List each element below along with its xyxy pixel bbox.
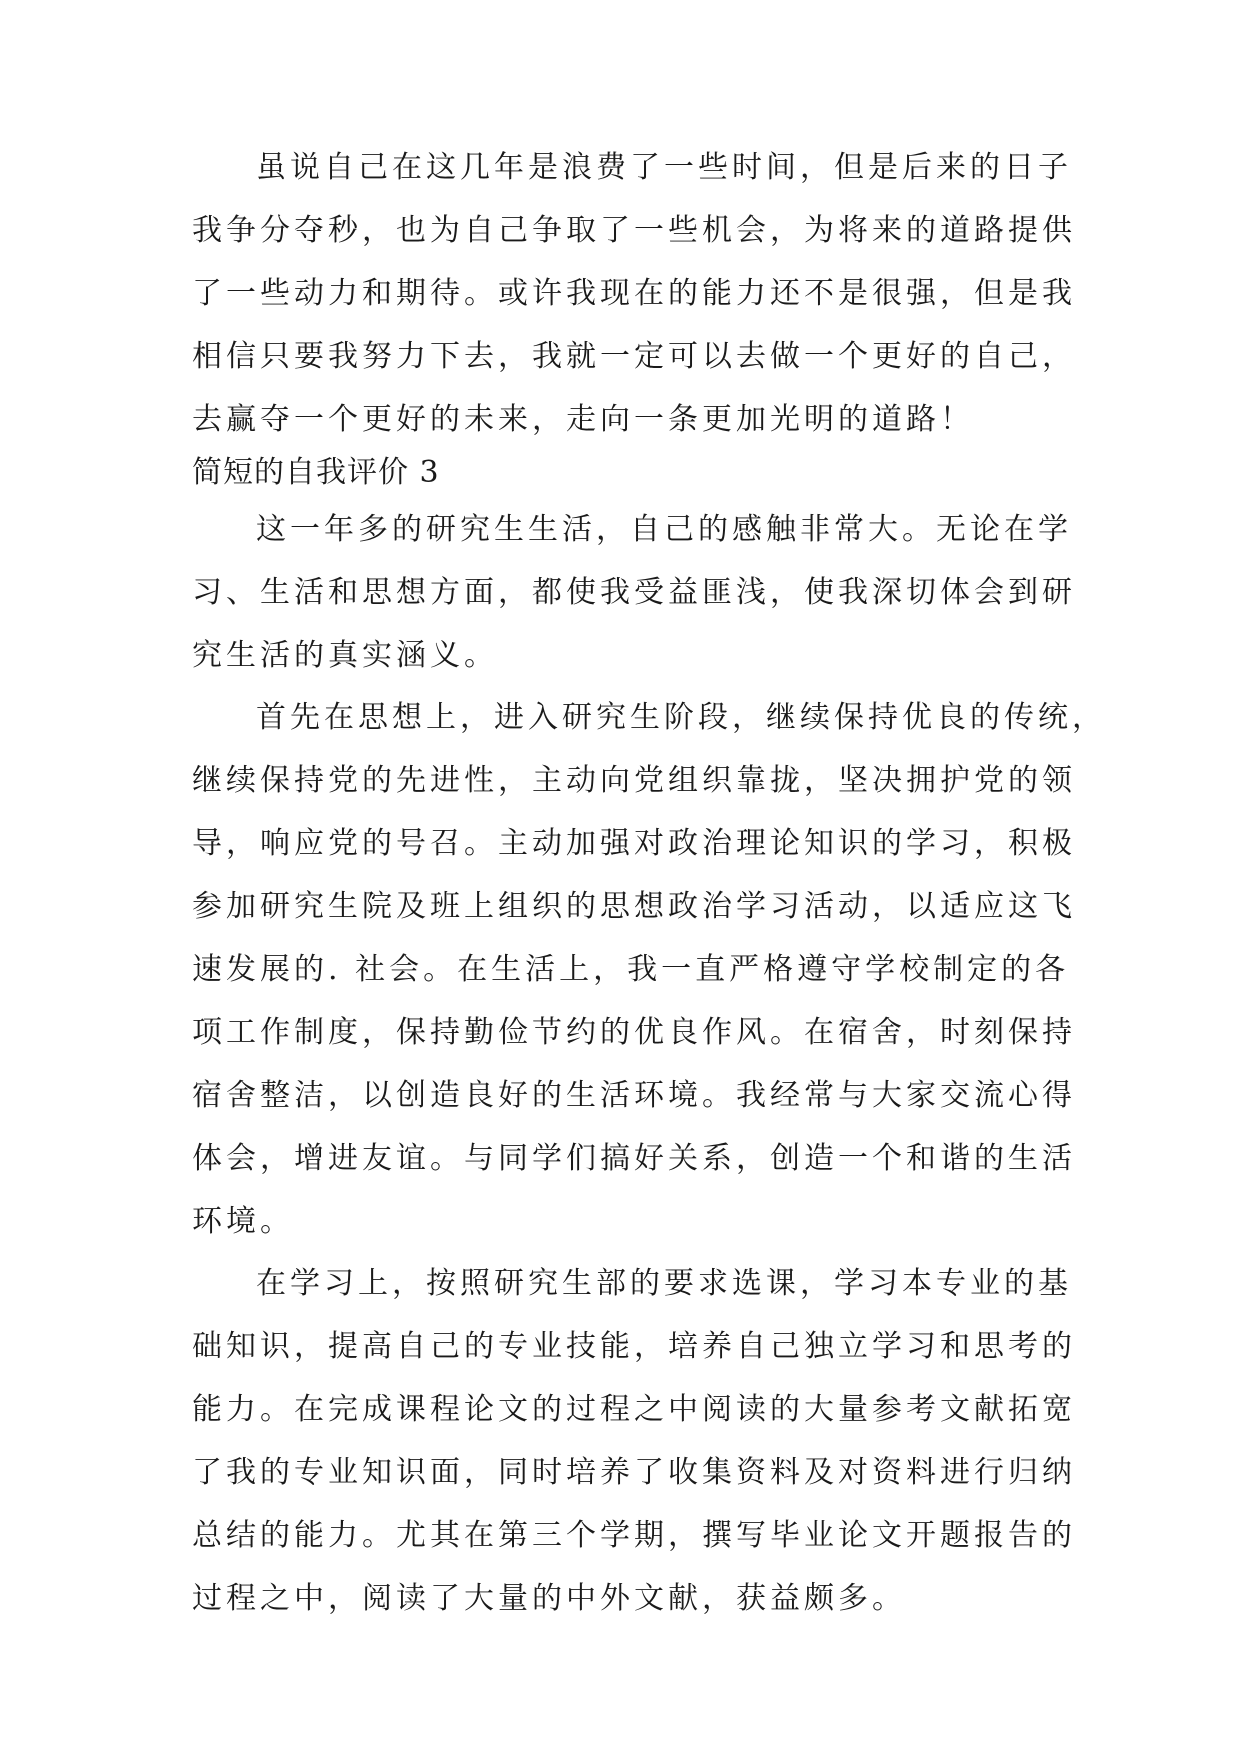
paragraph-line: 了我的专业知识面，同时培养了收集资料及对资料进行归纳 bbox=[192, 1455, 1076, 1490]
paragraph-line: 项工作制度，保持勤俭节约的优良作风。在宿舍，时刻保持 bbox=[192, 1015, 1076, 1050]
paragraph-line: 能力。在完成课程论文的过程之中阅读的大量参考文献拓宽 bbox=[192, 1392, 1076, 1427]
paragraph-line: 宿舍整洁，以创造良好的生活环境。我经常与大家交流心得 bbox=[192, 1078, 1076, 1113]
paragraph-line: 相信只要我努力下去，我就一定可以去做一个更好的自己， bbox=[192, 339, 1076, 374]
paragraph-line: 速发展的. 社会。在生活上，我一直严格遵守学校制定的各 bbox=[192, 952, 1070, 987]
paragraph-line: 了一些动力和期待。或许我现在的能力还不是很强，但是我 bbox=[192, 276, 1076, 311]
paragraph-line: 究生活的真实涵义。 bbox=[192, 638, 498, 673]
paragraph-line: 过程之中，阅读了大量的中外文献，获益颇多。 bbox=[192, 1581, 906, 1616]
paragraph-line: 体会，增进友谊。与同学们搞好关系，创造一个和谐的生活 bbox=[192, 1141, 1076, 1176]
paragraph-line: 习、生活和思想方面，都使我受益匪浅，使我深切体会到研 bbox=[192, 575, 1076, 610]
paragraph-line: 我争分夺秒，也为自己争取了一些机会，为将来的道路提供 bbox=[192, 213, 1076, 248]
paragraph-line: 导，响应党的号召。主动加强对政治理论知识的学习，积极 bbox=[192, 826, 1076, 861]
paragraph-line: 首先在思想上，进入研究生阶段，继续保持优良的传统， bbox=[256, 700, 1106, 735]
paragraph-line: 去赢夺一个更好的未来，走向一条更加光明的道路！ bbox=[192, 402, 974, 437]
paragraph-line: 在学习上，按照研究生部的要求选课，学习本专业的基 bbox=[256, 1266, 1072, 1301]
paragraph-line: 参加研究生院及班上组织的思想政治学习活动，以适应这飞 bbox=[192, 889, 1076, 924]
paragraph-line: 继续保持党的先进性，主动向党组织靠拢，坚决拥护党的领 bbox=[192, 763, 1076, 798]
paragraph-line: 虽说自己在这几年是浪费了一些时间，但是后来的日子 bbox=[256, 150, 1072, 185]
paragraph-line: 环境。 bbox=[192, 1204, 294, 1239]
paragraph-line: 这一年多的研究生生活，自己的感触非常大。无论在学 bbox=[256, 512, 1072, 547]
paragraph-line: 础知识，提高自己的专业技能，培养自己独立学习和思考的 bbox=[192, 1329, 1076, 1364]
section-heading: 简短的自我评价 3 bbox=[192, 455, 440, 490]
paragraph-line: 总结的能力。尤其在第三个学期，撰写毕业论文开题报告的 bbox=[192, 1518, 1076, 1553]
